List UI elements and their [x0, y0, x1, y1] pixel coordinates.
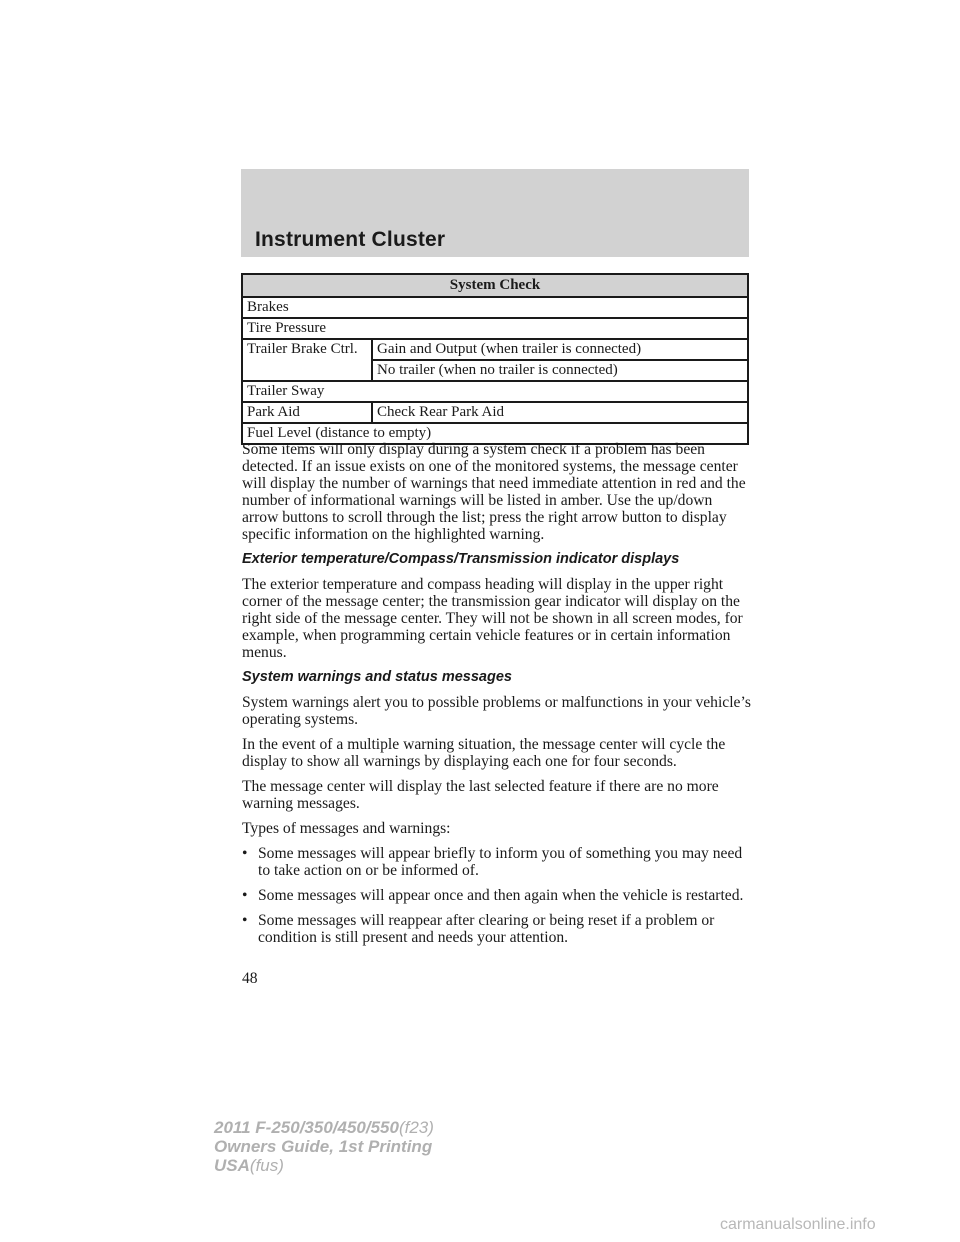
paragraph: Some items will only display during a system check if a problem has been detected. If an issue exists on one of the monitored systems, the message center will display the number of warnings that need immediate attention in red and the number of informational warnings will be listed in amber. Use the up/down arrow buttons to scroll through the list; press the right arrow button to display specific information on the highlighted warning. [242, 441, 746, 543]
paragraph: The exterior temperature and compass heading will display in the upper right corner of the message center; the transmission gear indicator will display on the right side of the message center. They will not be shown in all screen modes, for example, when programming certain vehicle features or in certain information menus. [242, 576, 743, 661]
table-header-row [242, 274, 748, 297]
footer-market-code: (fus) [249, 1156, 284, 1175]
bullet-icon: • [242, 845, 248, 862]
section-title: Instrument Cluster [255, 228, 446, 251]
bullet-item [242, 912, 752, 946]
footer-model: 2011 F-250/350/450/550 [214, 1118, 399, 1137]
table-cell: Fuel Level (distance to empty) [242, 423, 748, 444]
paragraph: In the event of a multiple warning situation, the message center will cycle the display to show all warnings by displaying each one for four seconds. [242, 736, 726, 770]
bullet-text: Some messages will appear once and then again when the vehicle is restarted. [258, 887, 744, 904]
subheading: System warnings and status messages [242, 669, 512, 685]
footer-line-3 [214, 1156, 434, 1175]
table-cell: Trailer Sway [242, 381, 748, 402]
footer-market: USA [214, 1156, 250, 1175]
table-cell: No trailer (when no trailer is connected) [372, 360, 748, 381]
paragraph: The message center will display the last selected feature if there are no more warning messages. [242, 778, 719, 812]
footer-model-code: (f23) [398, 1118, 434, 1137]
table-cell: Trailer Brake Ctrl. [242, 339, 372, 381]
bullet-icon: • [242, 912, 248, 929]
bullet-icon: • [242, 887, 248, 904]
paragraph: Types of messages and warnings: [242, 820, 451, 837]
body-content [242, 441, 752, 954]
paragraph: System warnings alert you to possible problems or malfunctions in your vehicle’s operating systems. [242, 694, 751, 728]
bullet-text: Some messages will reappear after clearing or being reset if a problem or condition is still present and needs your attention. [258, 912, 715, 946]
table-row [242, 318, 748, 339]
table-cell: Park Aid [242, 402, 372, 423]
table-cell: Gain and Output (when trailer is connected) [372, 339, 748, 360]
subheading: Exterior temperature/Compass/Transmission indicator displays [242, 551, 680, 567]
table-row [242, 402, 748, 423]
table-row [242, 297, 748, 318]
table-title: System Check [242, 274, 748, 297]
table-cell: Tire Pressure [242, 318, 748, 339]
system-check-table [241, 273, 749, 445]
bullet-text: Some messages will appear briefly to inform you of something you may need to take action on or be informed of. [258, 845, 743, 879]
bullet-item [242, 887, 752, 904]
footer-line-1 [214, 1118, 434, 1137]
table-cell: Check Rear Park Aid [372, 402, 748, 423]
table-cell: Brakes [242, 297, 748, 318]
footer-line-2: Owners Guide, 1st Printing [214, 1137, 433, 1156]
page-number: 48 [242, 970, 258, 987]
watermark: carmanualsonline.info [720, 1216, 876, 1233]
table-row [242, 339, 748, 360]
table-row [242, 381, 748, 402]
bullet-item [242, 845, 752, 879]
print-footer [214, 1118, 434, 1175]
